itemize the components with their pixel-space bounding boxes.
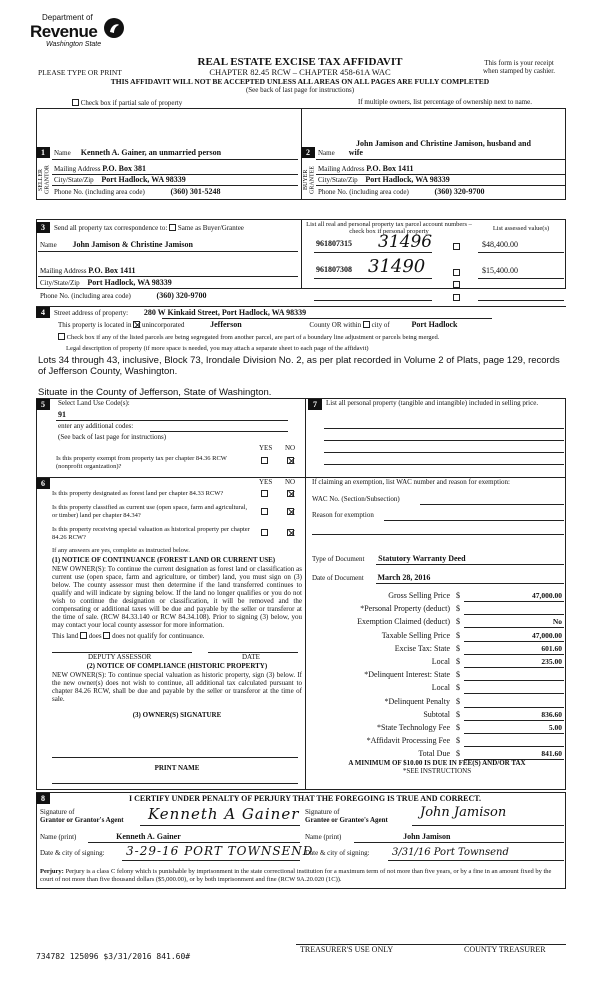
dollar-sign: $ bbox=[456, 709, 460, 719]
notice-compliance-title: (2) NOTICE OF COMPLIANCE (HISTORIC PROPERTY) bbox=[86, 662, 268, 670]
grantee-date-row: Date & city of signing: bbox=[305, 849, 370, 857]
seller-name: Kenneth A. Gainer, an unmarried person bbox=[80, 148, 222, 157]
doc-date-row: Date of Document March 28, 2016 bbox=[312, 573, 431, 582]
dollar-sign: $ bbox=[456, 591, 460, 600]
grantee-sig-label: Signature of Grantee or Grantee's Agent bbox=[305, 808, 388, 824]
seller-city: Port Hadlock, WA 98339 bbox=[101, 175, 186, 184]
tax-row-label: *Delinquent Interest: State bbox=[364, 670, 450, 680]
grantee-signature: John Jamison bbox=[420, 805, 507, 820]
tax-row-value: 601.60 bbox=[541, 643, 562, 653]
tax-row-label: *State Technology Fee bbox=[376, 723, 450, 732]
correspondence-city: Port Hadlock, WA 98339 bbox=[87, 278, 172, 287]
wac-label: WAC No. (Section/Subsection) bbox=[312, 495, 400, 503]
tax-correspondence-label: Send all property tax correspondence to: Same as Buyer/Grantee bbox=[54, 224, 244, 232]
city-name: Port Hadlock bbox=[411, 320, 458, 329]
segregated-checkbox[interactable] bbox=[58, 333, 65, 340]
situate-text: Situate in the County of Jefferson, State of Washington. bbox=[38, 387, 272, 398]
parcel-number: 961807315 bbox=[316, 239, 352, 248]
agency-dept: Department of bbox=[42, 13, 93, 22]
correspondence-name-row: Name John Jamison & Christine Jamison bbox=[40, 240, 193, 249]
grantor-signature: Kenneth A Gainer bbox=[148, 805, 300, 823]
tax-row-line bbox=[464, 627, 564, 628]
dollar-sign: $ bbox=[456, 617, 460, 627]
section-7-number: 7 bbox=[308, 399, 322, 410]
assessed-value: $15,400.00 bbox=[482, 266, 518, 275]
tax-row-line bbox=[464, 641, 564, 642]
dollar-sign: $ bbox=[456, 670, 460, 680]
buyer-name-line1: John Jamison and Christine Jamison, husband and bbox=[356, 139, 531, 148]
doc-date: March 28, 2016 bbox=[377, 573, 431, 582]
buyer-name-line2: wife bbox=[348, 147, 363, 157]
continuance-row: This land does does not qualify for continuance. bbox=[52, 632, 205, 640]
partial-sale-checkbox[interactable] bbox=[72, 99, 79, 106]
correspondence-name: John Jamison & Christine Jamison bbox=[72, 240, 193, 249]
tax-row-label: Local bbox=[431, 657, 450, 666]
buyer-mailing-row: Mailing Address P.O. Box 1411 bbox=[318, 164, 414, 173]
personal-property-checkbox[interactable] bbox=[453, 281, 460, 288]
street-address-row: Street address of property: 280 W Kinkaid Street, Port Hadlock, WA 98339 bbox=[54, 308, 307, 317]
grantee-name-row: Name (print) John Jamison bbox=[305, 832, 451, 841]
assessed-header: List assessed value(s) bbox=[492, 225, 550, 232]
tax-row-label: Exemption Claimed (deduct) bbox=[357, 617, 450, 627]
grantor-date-city: 3-29-16 PORT TOWNSEND bbox=[126, 844, 314, 858]
exempt-yes-checkbox[interactable] bbox=[261, 457, 268, 464]
no-header-6: NO bbox=[285, 478, 296, 486]
grantee-name: John Jamison bbox=[403, 832, 451, 841]
grantor-name: Kenneth A. Gainer bbox=[116, 832, 181, 841]
seller-name-row: Name Kenneth A. Gainer, an unmarried person bbox=[54, 148, 222, 157]
dollar-sign: $ bbox=[456, 683, 460, 693]
segregated-row: Check box if any of the listed parcels are being segregated from another parcel, are part of a boundary line adjustment or parcels being merged. bbox=[58, 333, 439, 341]
date-label: DATE bbox=[242, 653, 260, 661]
personal-property-checkbox[interactable] bbox=[453, 243, 460, 250]
tax-row-label: *Delinquent Penalty bbox=[384, 696, 450, 706]
personal-property-checkbox[interactable] bbox=[453, 294, 460, 301]
tax-row-label: *Affidavit Processing Fee bbox=[366, 736, 450, 746]
seller-phone: (360) 301-5248 bbox=[170, 187, 221, 196]
buyer-tag: BUYER GRANTEE bbox=[303, 166, 316, 194]
receipt-note: This form is your receipt when stamped by cashier. bbox=[483, 59, 555, 75]
form-warning: THIS AFFIDAVIT WILL NOT BE ACCEPTED UNLESS ALL AREAS ON ALL PAGES ARE FULLY COMPLETED bbox=[110, 77, 490, 86]
notice-continuance-text: NEW OWNER(S): To continue the current designation as forest land or classification as current use (open space, farm and agriculture, or timber) land, you must sign on (3) below. The county assessor must then determine if the land transferred continues to qualify and will indicate by signing below. If the land no longer qualifies or you do not wish to continue the designation or classification, it will be removed and the compensating or additional taxes will be due and payable by the seller or transferor at the time of sale. (RCW 84.33.140 or RCW 84.34.108). Prior to signing (3) below, you may contact your local county assessor for more information. bbox=[52, 565, 302, 629]
answers-note: If any answers are yes, complete as instructed below. bbox=[52, 547, 190, 554]
dollar-sign: $ bbox=[456, 604, 460, 614]
personal-property-label: List all personal property (tangible and intangible) included in selling price. bbox=[326, 399, 539, 407]
tax-row-line bbox=[464, 601, 564, 602]
seller-mailing-row: Mailing Address P.O. Box 381 bbox=[54, 164, 146, 173]
correspondence-mailing: P.O. Box 1411 bbox=[88, 266, 136, 275]
notice-compliance-text: NEW OWNER(S): To continue special valuation as historic property, sign (3) below. If the new owner(s) does not wish to continue, all additional tax calculated pursuant to chapter 84.26 RCW, shall be due and payable by the seller or transferor at the time of sale. bbox=[52, 671, 302, 703]
seller-phone-row: Phone No. (including area code) (360) 301-5248 bbox=[54, 187, 221, 196]
tax-row-value: 836.60 bbox=[541, 709, 562, 719]
land-use-code: 91 bbox=[58, 410, 66, 419]
correspondence-phone: Phone No. (including area code) (360) 320-9700 bbox=[40, 291, 207, 300]
yes-header-6: YES bbox=[259, 478, 273, 486]
correspondence-city-row: City/State/Zip Port Hadlock, WA 98339 bbox=[40, 278, 172, 287]
buyer-city-row: City/State/Zip Port Hadlock, WA 98339 bbox=[318, 175, 450, 184]
city-checkbox[interactable] bbox=[363, 321, 370, 328]
dollar-sign: $ bbox=[456, 723, 460, 732]
same-as-buyer-checkbox[interactable] bbox=[169, 224, 176, 231]
tax-row-line bbox=[464, 720, 564, 721]
dollar-sign: $ bbox=[456, 696, 460, 706]
current-use-yes-checkbox[interactable] bbox=[261, 508, 268, 515]
grantor-sig-label: Signature of Grantor or Grantor's Agent bbox=[40, 808, 124, 824]
section-8-number: 8 bbox=[36, 793, 50, 804]
tax-row-value: 5.00 bbox=[548, 723, 562, 732]
county-treasurer-label: COUNTY TREASURER bbox=[464, 945, 546, 954]
buyer-mailing: P.O. Box 1411 bbox=[366, 164, 414, 173]
tax-row-label: *Personal Property (deduct) bbox=[360, 604, 450, 614]
grantor-date-row: Date & city of signing: bbox=[40, 849, 105, 857]
treasurer-use-label: TREASURER'S USE ONLY bbox=[300, 945, 394, 954]
legal-description-label: Legal description of property (if more space is needed, you may attach a separate sheet to each page of the affidavit) bbox=[66, 345, 369, 352]
tax-row-line bbox=[464, 654, 564, 655]
section-4-number: 4 bbox=[36, 307, 50, 318]
tax-row-label: Subtotal bbox=[423, 709, 450, 719]
yes-header: YES bbox=[259, 444, 273, 452]
tax-row-label: Taxable Selling Price bbox=[381, 630, 450, 640]
buyer-name-block: John Jamison and Christine Jamison, husband and Name wife bbox=[318, 140, 564, 158]
perjury-note: Perjury: Perjury is a class C felony which is punishable by imprisonment in the state correctional institution for a maximum term of not more than five years, or by a fine in an amount fixed by the court of not more than five thousand dollars ($5,000.00), or by both imprisonment and fine (RCW 9A.20.020 (1C)). bbox=[40, 868, 552, 883]
tax-row-value: No bbox=[552, 617, 562, 627]
section-1-number: 1 bbox=[36, 147, 50, 158]
forest-question: Is this property designated as forest land per chapter 84.33 RCW? bbox=[52, 490, 224, 497]
multiple-owners-note: If multiple owners, list percentage of ownership next to name. bbox=[358, 98, 532, 106]
tax-row-value: 235.00 bbox=[541, 657, 562, 666]
tax-row-label: Total Due bbox=[418, 749, 450, 759]
tax-row-value: 47,000.00 bbox=[532, 630, 562, 640]
tax-row-line bbox=[464, 707, 564, 708]
parcel-handwritten: 31490 bbox=[368, 256, 426, 277]
tax-row-line bbox=[464, 667, 564, 668]
does-not-checkbox[interactable] bbox=[103, 632, 110, 639]
grantee-date-city: 3/31/16 Port Townsend bbox=[392, 847, 509, 858]
tax-row-value: 841.60 bbox=[541, 749, 562, 759]
form-title: REAL ESTATE EXCISE TAX AFFIDAVIT bbox=[197, 56, 403, 68]
see-back-note: (See back of last page for instructions) bbox=[245, 86, 355, 94]
agency-state: Washington State bbox=[46, 41, 102, 48]
parcel-header: List all real and personal property tax parcel account numbers – check box if personal property bbox=[306, 221, 472, 235]
notice-continuance-title: (1) NOTICE OF CONTINUANCE (FOREST LAND OR CURRENT USE) bbox=[52, 556, 276, 564]
parcel-handwritten: 31496 bbox=[378, 232, 433, 252]
deputy-assessor-label: DEPUTY ASSESSOR bbox=[88, 653, 152, 661]
section-3-number: 3 bbox=[36, 222, 50, 233]
tax-row-value: 47,000.00 bbox=[532, 591, 562, 600]
county-name: Jefferson bbox=[210, 320, 242, 329]
section-6-number: 6 bbox=[36, 478, 50, 489]
form-chapter: CHAPTER 82.45 RCW – CHAPTER 458-61A WAC bbox=[209, 67, 391, 77]
unincorporated-checkbox[interactable] bbox=[133, 321, 140, 328]
partial-sale-row: Check box if partial sale of property bbox=[72, 99, 182, 108]
exempt-no-checkbox[interactable] bbox=[287, 457, 294, 464]
certify-statement: I CERTIFY UNDER PENALTY OF PERJURY THAT THE FOREGOING IS TRUE AND CORRECT. bbox=[128, 794, 481, 803]
seller-mailing: P.O. Box 381 bbox=[102, 164, 146, 173]
personal-property-checkbox[interactable] bbox=[453, 269, 460, 276]
street-address: 280 W Kinkaid Street, Port Hadlock, WA 98339 bbox=[143, 308, 307, 317]
print-name-label: PRINT NAME bbox=[154, 764, 200, 772]
forest-no-checkbox[interactable] bbox=[287, 490, 294, 497]
buyer-phone: (360) 320-9700 bbox=[434, 187, 485, 196]
current-use-no-checkbox[interactable] bbox=[287, 508, 294, 515]
dollar-sign: $ bbox=[456, 643, 460, 653]
agency-name: Revenue bbox=[30, 22, 98, 41]
tax-row-line bbox=[464, 614, 564, 615]
dollar-sign: $ bbox=[456, 749, 460, 759]
exempt-question: Is this property exempt from property tax per chapter 84.36 RCW (nonprofit organization)? bbox=[56, 455, 227, 470]
current-use-question: Is this property classified as current use (open space, farm and agricultural, or timber) land per chapter 84.34? bbox=[52, 504, 248, 519]
tax-row-label: Gross Selling Price bbox=[388, 591, 450, 600]
tax-row-line bbox=[464, 693, 564, 694]
dollar-sign: $ bbox=[456, 630, 460, 640]
minimum-note: A MINIMUM OF $10.00 IS DUE IN FEE(S) AND/OR TAX bbox=[348, 759, 526, 767]
location-row: This property is located in unincorporated Jefferson County OR within city of Port Hadlock bbox=[58, 320, 458, 329]
buyer-city: Port Hadlock, WA 98339 bbox=[365, 175, 450, 184]
tax-row-label: Local bbox=[431, 683, 450, 693]
does-checkbox[interactable] bbox=[80, 632, 87, 639]
owner-signature-label: (3) OWNER(S) SIGNATURE bbox=[132, 711, 222, 719]
seller-city-row: City/State/Zip Port Hadlock, WA 98339 bbox=[54, 175, 186, 184]
historic-question: Is this property receiving special valuation as historical property per chapter 84.26 RCW? bbox=[52, 526, 250, 541]
reason-label: Reason for exemption bbox=[312, 511, 374, 519]
correspondence-mailing-row: Mailing Address P.O. Box 1411 bbox=[40, 266, 136, 275]
land-use-label: Select Land Use Code(s): bbox=[58, 399, 130, 407]
doc-type: Statutory Warranty Deed bbox=[378, 554, 466, 563]
buyer-phone-row: Phone No. (including area code) (360) 320-9700 bbox=[318, 187, 485, 196]
tax-row-line bbox=[464, 680, 564, 681]
cashier-stamp: 734782 125096 $3/31/2016 841.60# bbox=[36, 952, 191, 961]
grantor-name-row: Name (print) Kenneth A. Gainer bbox=[40, 832, 181, 841]
additional-codes-label: enter any additional codes: bbox=[58, 422, 134, 430]
tax-row-line bbox=[464, 746, 564, 747]
forest-yes-checkbox[interactable] bbox=[261, 490, 268, 497]
tax-row-line bbox=[464, 733, 564, 734]
agency-logo bbox=[30, 12, 130, 52]
dollar-sign: $ bbox=[456, 657, 460, 666]
doc-type-row: Type of Document Statutory Warranty Deed bbox=[312, 554, 466, 563]
see-instructions: *SEE INSTRUCTIONS bbox=[402, 767, 472, 775]
wa-logo-icon bbox=[102, 16, 126, 40]
section-5-number: 5 bbox=[36, 399, 50, 410]
please-type: PLEASE TYPE OR PRINT bbox=[38, 68, 122, 77]
historic-yes-checkbox[interactable] bbox=[261, 529, 268, 536]
dollar-sign: $ bbox=[456, 736, 460, 746]
land-use-see-back: (See back of last page for instructions) bbox=[58, 433, 167, 441]
parcel-row-3 bbox=[316, 281, 566, 291]
parcel-number: 961807308 bbox=[316, 265, 352, 274]
historic-no-checkbox[interactable] bbox=[287, 529, 294, 536]
legal-description: Lots 34 through 43, inclusive, Block 73, Irondale Division No. 2, as per plat recorded in Volume 2 of Plats, page 129, records of Jefferson County, Washington. bbox=[38, 355, 560, 377]
seller-tag: SELLER GRANTOR bbox=[38, 165, 51, 195]
section-2-number: 2 bbox=[301, 147, 315, 158]
exemption-label: If claiming an exemption, list WAC number and reason for exemption: bbox=[312, 478, 510, 486]
tax-row-label: Excise Tax: State bbox=[394, 643, 450, 653]
assessed-value: $48,400.00 bbox=[482, 240, 518, 249]
no-header: NO bbox=[285, 444, 296, 452]
